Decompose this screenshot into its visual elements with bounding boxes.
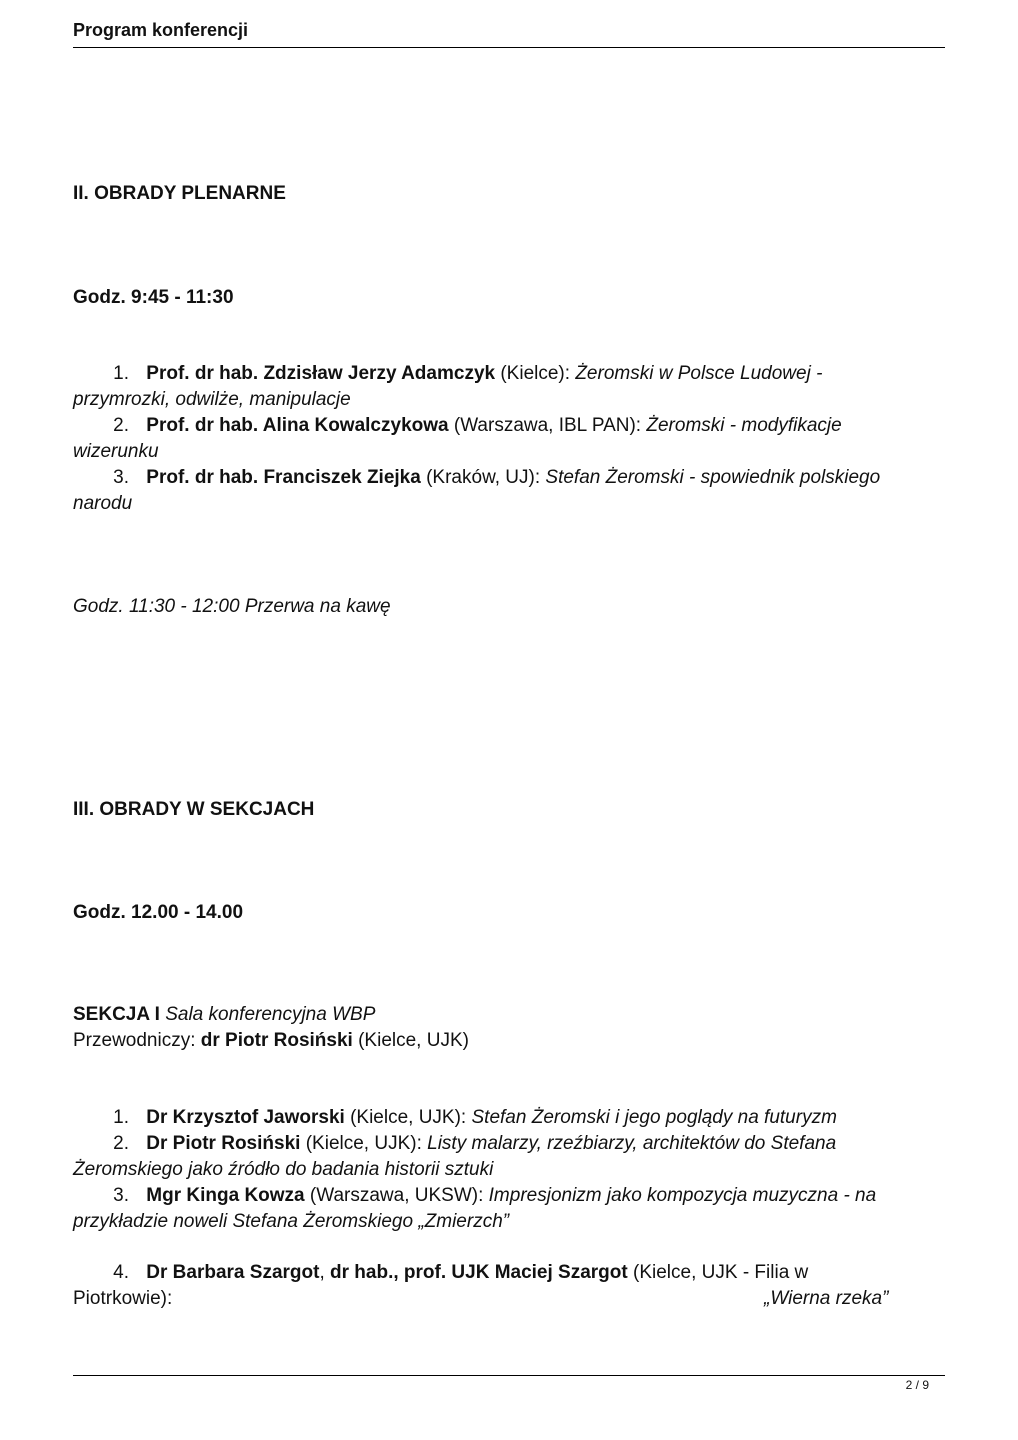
plenary-item (73, 465, 933, 517)
speaker-affiliation: (Warszawa, UKSW): (304, 1185, 489, 1206)
item-number: 2. (113, 1133, 129, 1154)
item-number: 3. (113, 1185, 129, 1206)
section-item (73, 1131, 933, 1183)
talk-title: Stefan Żeromski - spowiednik polskiego (545, 467, 881, 488)
section-item (73, 1260, 933, 1312)
talk-title: „Wierna rzeka” (764, 1288, 889, 1309)
talk-title: Stefan Żeromski i jego poglądy na futuryzm (471, 1107, 837, 1128)
talk-title: Listy malarzy, rzeźbiarzy, architektów do Stefana (427, 1133, 837, 1154)
talk-title-cont: narodu (73, 493, 133, 514)
chair-name: dr Piotr Rosiński (200, 1030, 353, 1051)
speaker-affiliation: (Kielce): (495, 363, 576, 384)
speaker-affiliation: (Kielce, UJK): (344, 1107, 472, 1128)
item-number: 1. (113, 1107, 129, 1128)
plenary-time: Godz. 9:45 - 11:30 (73, 287, 234, 308)
speaker-name: Mgr Kinga Kowza (146, 1185, 305, 1206)
talk-title-cont: przymrozki, odwilże, manipulacje (73, 389, 351, 410)
section-room: Sala konferencyjna WBP (165, 1004, 376, 1025)
page-header (73, 20, 945, 48)
speaker-name: dr hab., prof. UJK Maciej Szargot (330, 1262, 628, 1283)
document-title: Program konferencji (73, 20, 249, 40)
talk-title: Impresjonizm jako kompozycja muzyczna - na (488, 1185, 877, 1206)
speaker-name: Dr Krzysztof Jaworski (146, 1107, 345, 1128)
section-item (73, 1105, 933, 1131)
speaker-affiliation: (Kielce, UJK - Filia w (627, 1262, 809, 1283)
speaker-affiliation: (Kielce, UJK): (300, 1133, 428, 1154)
chair-label: Przewodniczy: (73, 1030, 201, 1051)
speaker-name: Prof. dr hab. Franciszek Ziejka (146, 467, 421, 488)
speaker-name: Dr Barbara Szargot (146, 1262, 320, 1283)
item-number: 4. (113, 1262, 129, 1283)
talk-title-cont: wizerunku (73, 441, 159, 462)
coffee-break: Godz. 11:30 - 12:00 Przerwa na kawę (73, 596, 391, 617)
sections-heading: III. OBRADY W SEKCJACH (73, 799, 315, 820)
speaker-affiliation: (Warszawa, IBL PAN): (448, 415, 647, 436)
chair-affiliation: (Kielce, UJK) (352, 1030, 469, 1051)
footer-divider (73, 1375, 945, 1376)
section-item (73, 1183, 933, 1235)
speaker-separator: , (319, 1262, 331, 1283)
plenary-heading: II. OBRADY PLENARNE (73, 183, 286, 204)
speaker-name: Prof. dr hab. Alina Kowalczykowa (146, 415, 449, 436)
speaker-name: Prof. dr hab. Zdzisław Jerzy Adamczyk (146, 363, 496, 384)
item-number: 2. (113, 415, 129, 436)
talk-title-cont: przykładzie noweli Stefana Żeromskiego „Zmierzch” (73, 1211, 510, 1232)
talk-title: Żeromski w Polsce Ludowej - (575, 363, 823, 384)
section-label: SEKCJA I (73, 1004, 160, 1025)
speaker-name: Dr Piotr Rosiński (146, 1133, 301, 1154)
page-number: 2 / 9 (905, 1378, 929, 1392)
talk-title-cont: Żeromskiego jako źródło do badania historii sztuki (73, 1159, 494, 1180)
plenary-item (73, 361, 933, 413)
plenary-item (73, 413, 933, 465)
speaker-affiliation-cont: Piotrkowie): (73, 1288, 173, 1309)
section-1-header (73, 1002, 933, 1054)
item-number: 1. (113, 363, 129, 384)
speaker-affiliation: (Kraków, UJ): (420, 467, 546, 488)
sections-time: Godz. 12.00 - 14.00 (73, 902, 244, 923)
talk-title: Żeromski - modyfikacje (646, 415, 842, 436)
item-number: 3. (113, 467, 129, 488)
